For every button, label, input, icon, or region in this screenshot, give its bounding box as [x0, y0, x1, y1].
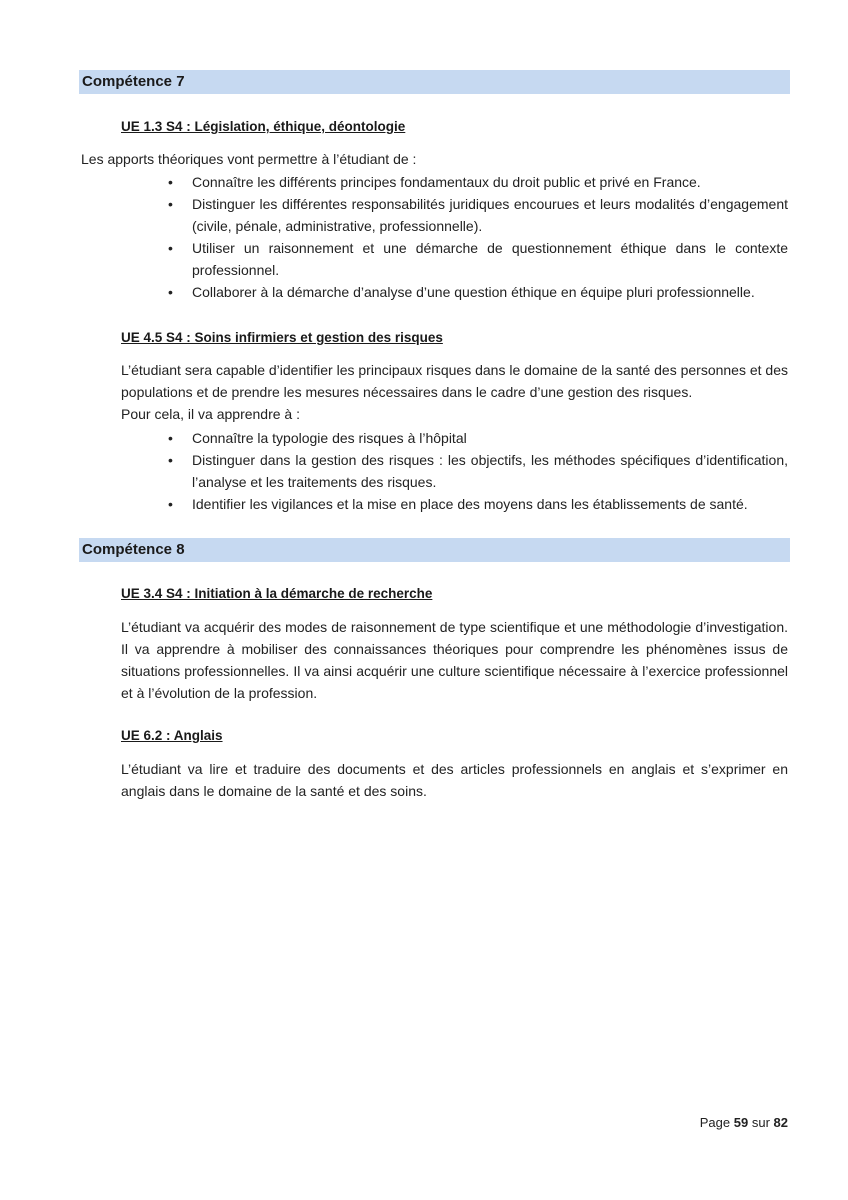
of-label: sur — [751, 1115, 770, 1130]
bullet-icon: • — [168, 240, 173, 256]
ue-1-3-intro: Les apports théoriques vont permettre à l’étudiant de : — [81, 151, 417, 167]
ue-4-5-title: UE 4.5 S4 : Soins infirmiers et gestion des risques — [121, 330, 443, 345]
list-item — [162, 493, 788, 515]
ue-4-5-bullet-list — [162, 427, 788, 515]
bullet-text: Distinguer dans la gestion des risques : les objectifs, les méthodes spécifiques d’identification, l’analyse et les traitements des risques. — [192, 452, 788, 490]
list-item — [162, 427, 788, 449]
bullet-icon: • — [168, 196, 173, 212]
bullet-icon: • — [168, 174, 173, 190]
list-item — [162, 449, 788, 493]
bullet-icon: • — [168, 430, 173, 446]
competence-7-heading: Compétence 7 — [79, 70, 790, 94]
bullet-icon: • — [168, 284, 173, 300]
ue-4-5-paragraph: L’étudiant sera capable d’identifier les principaux risques dans le domaine de la santé des personnes et des populations et de prendre les mesures nécessaires dans le cadre d’une gestion des risques. — [121, 362, 788, 400]
list-item — [162, 171, 788, 193]
page-label: Page — [699, 1115, 731, 1130]
bullet-text: Identifier les vigilances et la mise en place des moyens dans les établissements de santé. — [192, 496, 748, 512]
ue-4-5-intro: Pour cela, il va apprendre à : — [121, 406, 300, 422]
list-item — [162, 237, 788, 281]
page-number: 59 — [733, 1115, 749, 1130]
list-item — [162, 193, 788, 237]
page-footer — [700, 1115, 788, 1130]
bullet-text: Utiliser un raisonnement et une démarche de questionnement éthique dans le contexte professionnel. — [192, 240, 788, 278]
bullet-icon: • — [168, 496, 173, 512]
ue-1-3-bullet-list — [162, 171, 788, 303]
bullet-text: Collaborer à la démarche d’analyse d’une question éthique en équipe pluri professionnelle. — [192, 284, 755, 300]
ue-6-2-title: UE 6.2 : Anglais — [121, 728, 223, 743]
list-item — [162, 281, 788, 303]
ue-1-3-title: UE 1.3 S4 : Législation, éthique, déontologie — [121, 119, 406, 134]
bullet-icon: • — [168, 452, 173, 468]
ue-6-2-paragraph: L’étudiant va lire et traduire des documents et des articles professionnels en anglais et s’exprimer en anglais dans le domaine de la santé et des soins. — [121, 761, 788, 799]
bullet-text: Connaître les différents principes fondamentaux du droit public et privé en France. — [192, 174, 701, 190]
competence-8-heading: Compétence 8 — [79, 538, 790, 562]
ue-3-4-paragraph: L’étudiant va acquérir des modes de raisonnement de type scientifique et une méthodologie d’investigation. Il va apprendre à mobiliser des connaissances théoriques pour comprendre les phénomènes issus de situations professionnelles. Il va ainsi acquérir une culture scientifique nécessaire à l’exercice professionnel et à l’évolution de la profession. — [121, 619, 788, 701]
bullet-text: Connaître la typologie des risques à l’hôpital — [192, 430, 467, 446]
ue-3-4-title: UE 3.4 S4 : Initiation à la démarche de recherche — [121, 586, 433, 601]
total-pages: 82 — [773, 1115, 788, 1130]
bullet-text: Distinguer les différentes responsabilités juridiques encourues et leurs modalités d’engagement (civile, pénale, administrative, professionnelle). — [192, 196, 788, 234]
